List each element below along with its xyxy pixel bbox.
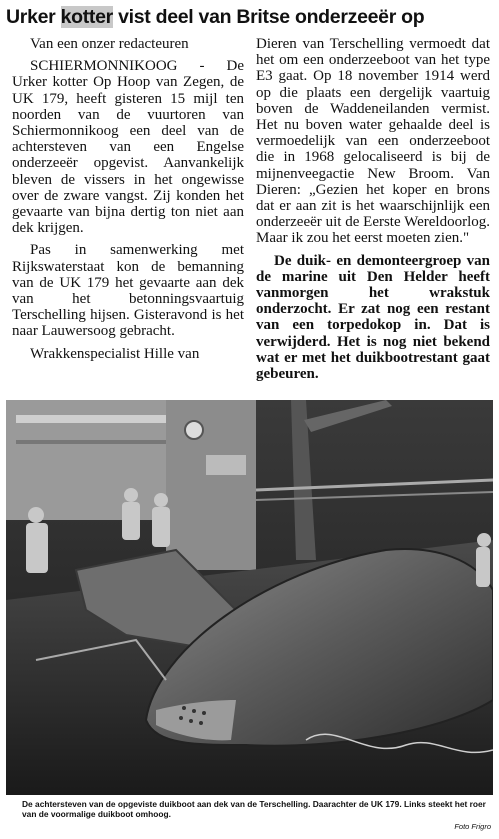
article-paragraph-4: Dieren van Terschelling vermoedt dat het om een onderzeeboot van het type E3 gaat. Op 18 november 1914 werd op die plaats een dergelijk vaartuig boven de Waddeneilanden vermist. Het nu boven water gehaalde deel is vermoedelijk van een onderzeeboot die in 1968 gelocaliseerd is bij de mijnenveegactie New Broom. Van Dieren: „Gezien het koper en brons dat er aan zit is het waarschijnlijk een onderzeeër uit de Eerste Wereldoorlog. Maar ik zou het eerst moeten zien." — [256, 36, 490, 247]
news-photo — [6, 400, 493, 795]
article-left-column — [12, 36, 244, 368]
headline — [6, 4, 496, 30]
byline: Van een onzer redacteuren — [30, 36, 189, 52]
article-right-column — [256, 36, 490, 388]
photo-credit: Foto Frigro — [454, 822, 491, 831]
article-lead-paragraph: SCHIERMONNIKOOG - De Urker kotter Op Hoop van Zegen, de UK 179, heeft gisteren 15 mijl ten noorden van de vuurtoren van Schiermonnikoog een deel van de achtersteven van een Engelse onderzeeër opgevist. Aanvankelijk bleven de vissers in het ongewisse over de zware vangst. Zij konden het gevaarte van bijna dertig ton niet aan dek krijgen. — [12, 58, 244, 237]
headline-highlighted-word: kotter — [60, 6, 113, 28]
article-paragraph-3: Wrakkenspecialist Hille van — [30, 345, 200, 362]
photo-caption: De achtersteven van de opgeviste duikboot aan dek van de Terschelling. Daarachter de UK 179. Links steekt het roer van de voormalige duikboot omhoog. — [22, 799, 486, 819]
headline-text-end: vist deel van Britse onderzeeër op — [112, 6, 425, 28]
article-paragraph-2: Pas in samenwerking met Rijkswaterstaat kon de bemanning van de UK 179 het gevaarte aan dek van het betonningsvaartuig Terschelling hijsen. Gisteravond is het naar Lauwersoog gebracht. — [12, 242, 244, 340]
submarine-stern-photo — [6, 400, 493, 795]
article-paragraph-5: De duik- en demonteergroep van de marine uit Den Helder heeft vanmorgen het wrakstuk onderzocht. Er zat nog een restant van een torpedokop in. Dat is verwijderd. Het is nog niet bekend wat er met het duikbootrestant gaat gebeuren. — [256, 252, 490, 383]
headline-text-start: Urker — [6, 6, 61, 28]
